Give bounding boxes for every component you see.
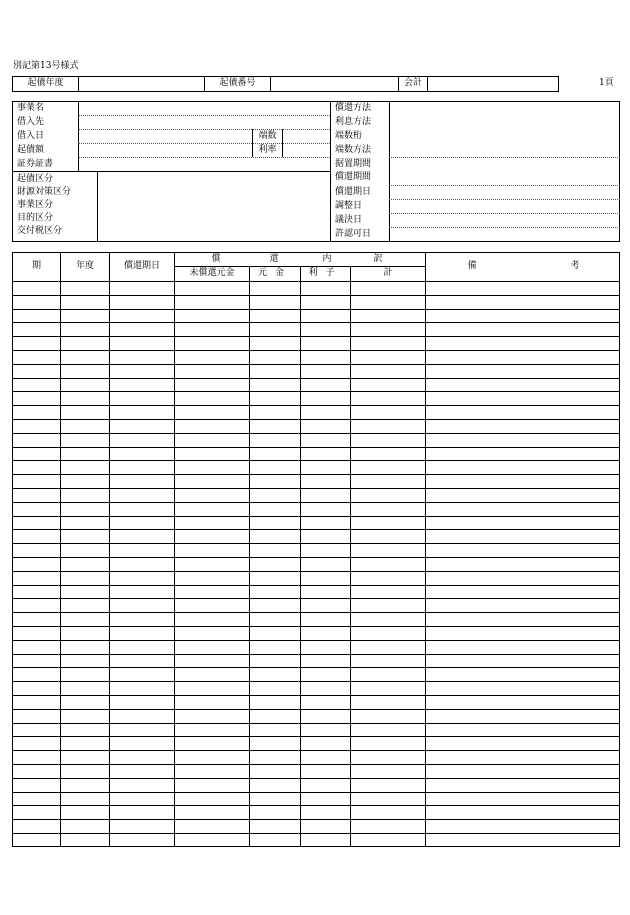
table-row [12,640,620,641]
accounting-field[interactable] [428,78,558,90]
table-row [12,516,620,517]
col-period-header: 期 [31,261,41,271]
table-row [12,736,620,737]
table-row [12,474,620,475]
table-row [12,778,620,779]
repay-method-label: 償還方法 [335,103,372,113]
table-row [12,433,620,434]
breakdown-header-char-3: 内 [322,254,332,264]
breakdown-header-char-2: 還 [269,254,279,264]
table-row [12,309,620,310]
notes-header-char-1: 備 [467,261,477,271]
table-row [12,405,620,406]
table-row [12,295,620,296]
table-row [12,654,620,655]
col-total-header: 計 [383,268,393,278]
interest-method-label: 利息方法 [335,117,372,127]
bond-year-label: 起債年度 [27,78,64,88]
table-row [12,488,620,489]
table-row [12,695,620,696]
table-row [12,419,620,420]
amount-label: 起債額 [17,145,45,155]
fiscal-class-label: 財源対策区分 [17,187,72,197]
table-row [12,626,620,627]
table-row [12,391,620,392]
table-row [12,322,620,323]
repayment-table [12,252,620,847]
notes-header-char-2: 考 [570,261,580,271]
table-row [12,585,620,586]
table-row [12,681,620,682]
bond-number-label: 起債番号 [219,78,256,88]
breakdown-header-char-1: 償 [211,254,221,264]
breakdown-header-char-4: 訳 [373,254,383,264]
table-row [12,667,620,668]
permit-day-label: 許認可日 [335,229,372,239]
col-principal-header: 元金 [257,268,292,278]
table-row [12,709,620,710]
repay-period-label: 償還期間 [335,172,372,182]
table-row [12,764,620,765]
table-row [12,750,620,751]
form-title: 別記第13号様式 [13,61,79,71]
table-row [12,502,620,503]
table-row [12,460,620,461]
table-row [12,805,620,806]
adjust-day-label: 調整日 [335,201,363,211]
bond-class-label: 起債区分 [17,174,54,184]
page-number: 1頁 [599,78,614,88]
table-row [12,543,620,544]
table-row [12,336,620,337]
table-row [12,364,620,365]
table-row [12,792,620,793]
table-row [12,833,620,834]
fraction-digit-label: 端数桁 [335,131,363,141]
table-row [12,447,620,448]
lender-label: 借入先 [17,117,45,127]
bond-number-field[interactable] [271,78,397,90]
table-row [12,598,620,599]
col-interest-header: 利子 [308,268,343,278]
table-row [12,571,620,572]
accounting-label: 会計 [403,78,422,88]
table-row [12,529,620,530]
table-row [12,819,620,820]
certificate-label: 証券証書 [17,159,54,169]
repay-day-label: 償還期日 [335,187,372,197]
fraction-count-label: 端数 [258,131,277,141]
col-unpaid-header: 未償還元金 [189,268,235,278]
col-year-header: 年度 [75,261,94,271]
borrow-date-label: 借入日 [17,131,45,141]
fraction-method-label: 端数方法 [335,145,372,155]
resolution-day-label: 議決日 [335,215,363,225]
table-row [12,378,620,379]
purpose-class-label: 目的区分 [17,213,54,223]
tax-class-label: 交付税区分 [17,226,63,236]
grace-period-label: 据置期間 [335,159,372,169]
table-row [12,612,620,613]
bond-year-field[interactable] [79,78,203,90]
table-row [12,350,620,351]
table-row [12,723,620,724]
interest-rate-label: 利率 [258,145,277,155]
project-name-label: 事業名 [17,103,45,113]
project-class-label: 事業区分 [17,200,54,210]
col-due-header: 償還期日 [123,261,160,271]
table-row [12,557,620,558]
